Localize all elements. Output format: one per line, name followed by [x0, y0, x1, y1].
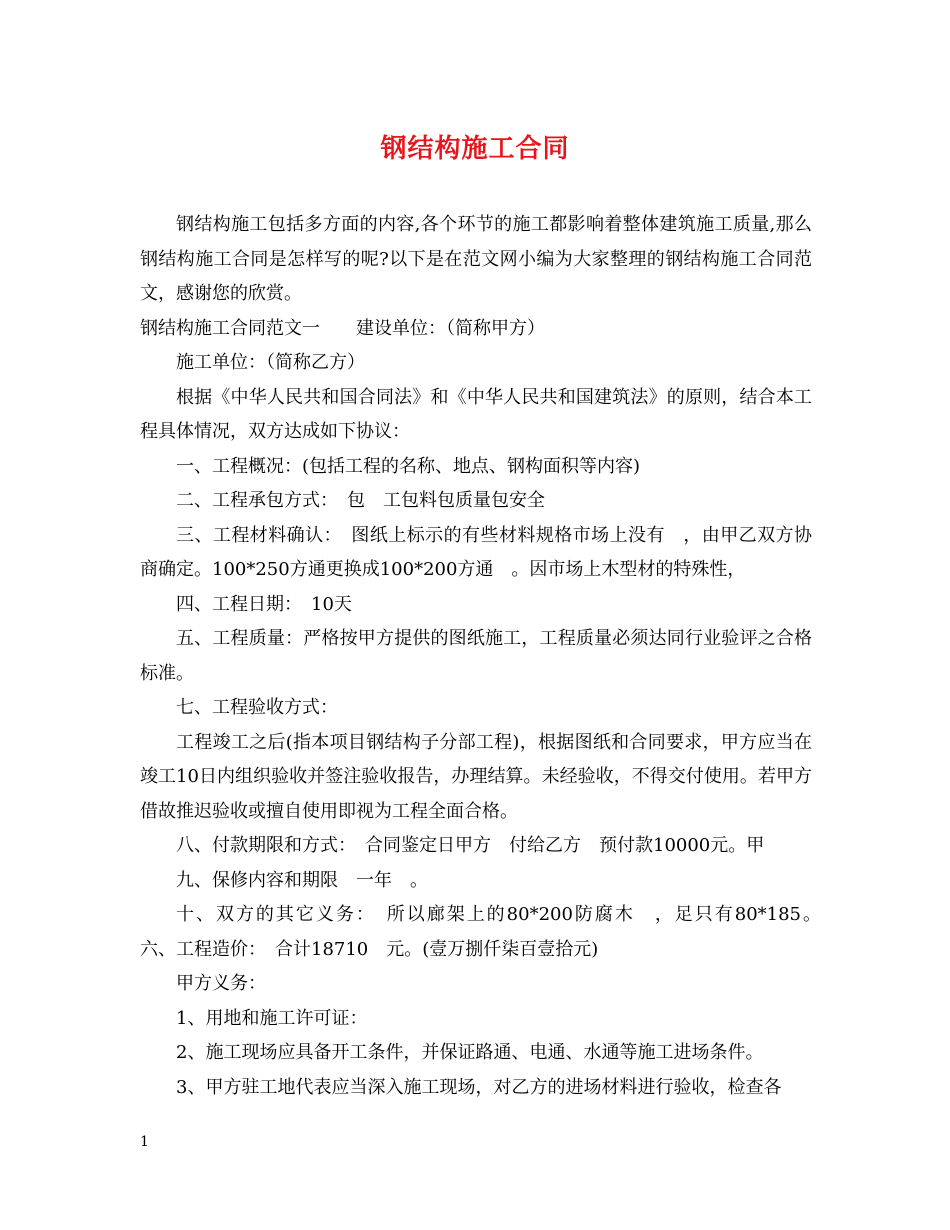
paragraph: 十、双方的其它义务： 所以廊架上的80*200防腐木 ，足只有80*185。 六、工程造价： 合计18710 元。(壹万捌仟柒百壹拾元) — [140, 904, 830, 960]
document-body — [140, 208, 830, 1105]
paragraph: 四、工程日期： 10天 — [176, 593, 352, 615]
paragraph: 工程竣工之后(指本项目钢结构子分部工程)，根据图纸和合同要求，甲方应当在竣工10日内组织验收并签注验收报告，办理结算。未经验收，不得交付使用。若甲方借故推迟验收或擅自使用即视为工程全面合格。 — [140, 731, 812, 822]
paragraph: 七、工程验收方式： — [176, 697, 338, 718]
paragraph: 1、用地和施工许可证： — [176, 1007, 368, 1029]
document-title: 钢结构施工合同 — [380, 134, 570, 164]
paragraph: 2、施工现场应具备开工条件，并保证路通、电通、水通等施工进场条件。 — [176, 1042, 764, 1063]
paragraph: 施工单位：（简称乙方） — [176, 352, 365, 373]
paragraph: 五、工程质量：严格按甲方提供的图纸施工，工程质量必须达同行业验评之合格标准。 — [140, 628, 812, 684]
paragraph: 三、工程材料确认： 图纸上标示的有些材料规格市场上没有 ，由甲乙双方协商确定。100*250方通更换成100*200方通 。因市场上木型材的特殊性， — [140, 524, 812, 580]
paragraph: 3、甲方驻工地代表应当深入施工现场，对乙方的进场材料进行验收，检查各 — [176, 1076, 782, 1098]
paragraph: 九、保修内容和期限 一年 。 — [176, 869, 428, 891]
paragraph: 根据《中华人民共和国合同法》和《中华人民共和国建筑法》的原则，结合本工程具体情况，双方达成如下协议： — [140, 386, 812, 442]
paragraph: 甲方义务： — [176, 973, 266, 994]
paragraph: 二、工程承包方式： 包 工包料包质量包安全 — [176, 490, 545, 511]
paragraph: 一、工程概况：(包括工程的名称、地点、钢构面积等内容) — [176, 455, 641, 477]
paragraph: 钢结构施工包括多方面的内容,各个环节的施工都影响着整体建筑施工质量,那么钢结构施工合同是怎样写的呢?以下是在范文网小编为大家整理的钢结构施工合同范文，感谢您的欣赏。 — [140, 214, 812, 304]
page-number: 1 — [140, 1134, 149, 1150]
paragraph: 八、付款期限和方式： 合同鉴定日甲方 付给乙方 预付款10000元。甲 — [176, 835, 765, 856]
paragraph: 钢结构施工合同范文一 建设单位：（简称甲方） — [140, 317, 545, 339]
